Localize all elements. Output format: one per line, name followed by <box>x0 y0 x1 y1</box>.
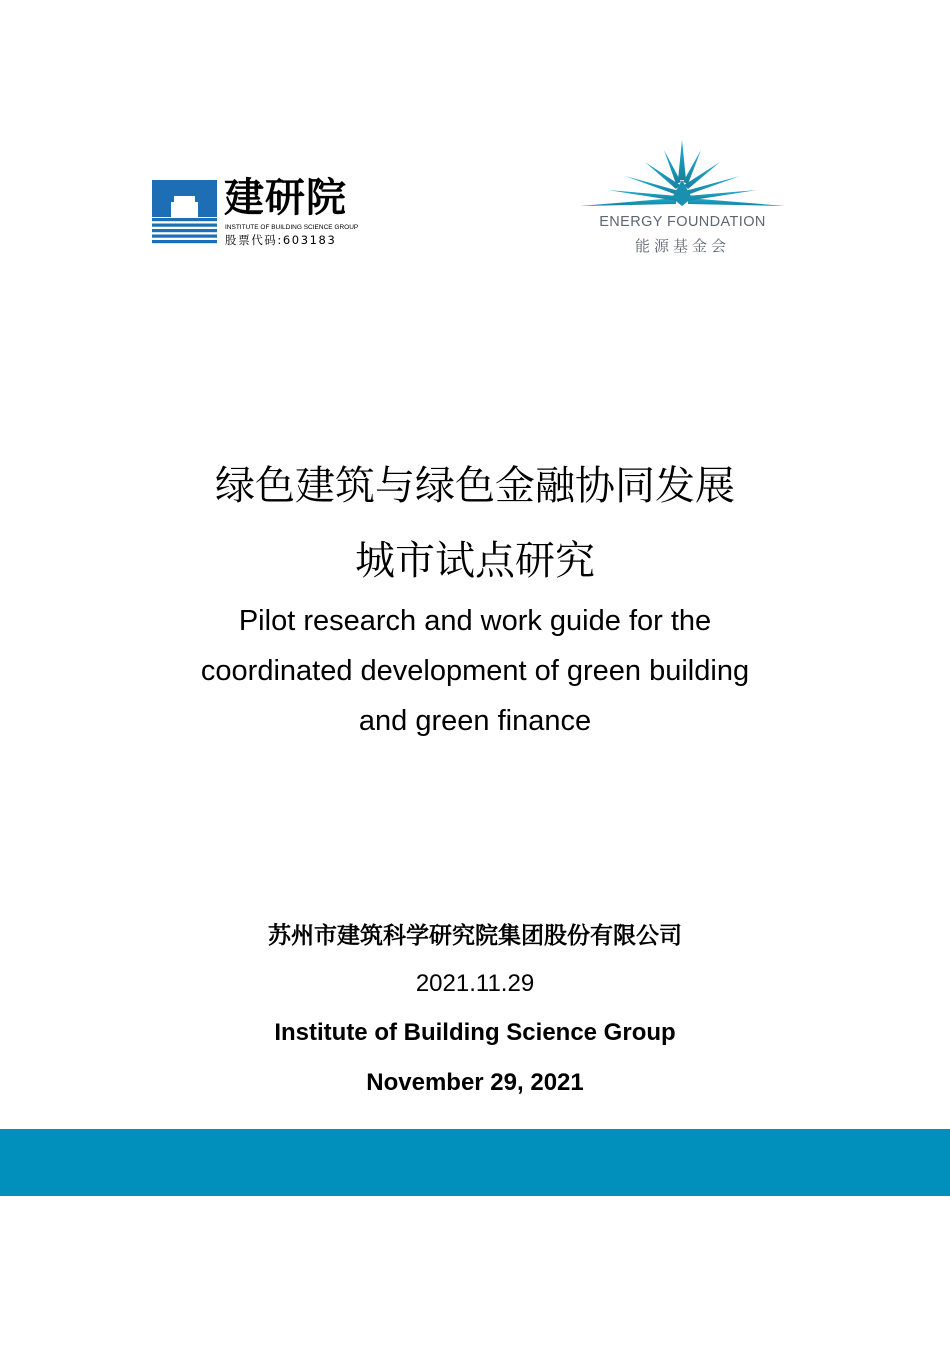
publish-date-en: November 29, 2021 <box>366 1069 584 1096</box>
ibsg-logo-icon <box>152 180 217 246</box>
ibsg-logo <box>152 175 367 250</box>
title-cn-line-2: 城市试点研究 <box>355 538 595 584</box>
ibsg-logo-name-en: INSTITUTE OF BUILDING SCIENCE GROUP <box>225 224 359 231</box>
publisher-name-cn: 苏州市建筑科学研究院集团股份有限公司 <box>268 923 682 949</box>
publisher-name-en: Institute of Building Science Group <box>274 1019 676 1046</box>
ibsg-stock-code: 股票代码:603183 <box>225 233 337 247</box>
energy-foundation-name-cn: 能源基金会 <box>634 237 730 255</box>
title-en-line-2: coordinated development of green building <box>200 655 750 687</box>
ibsg-logo-name-cn: 建研院 <box>224 175 347 221</box>
title-en-line-3: and green finance <box>358 705 592 737</box>
starburst-icon <box>580 140 785 210</box>
energy-foundation-name-en: ENERGY FOUNDATION <box>599 214 766 230</box>
energy-foundation-logo <box>580 140 785 260</box>
footer-band <box>0 1129 950 1196</box>
title-cn-line-1: 绿色建筑与绿色金融协同发展 <box>215 463 735 509</box>
publish-date-numeric: 2021.11.29 <box>415 970 535 997</box>
title-en-line-1: Pilot research and work guide for the <box>238 605 712 637</box>
